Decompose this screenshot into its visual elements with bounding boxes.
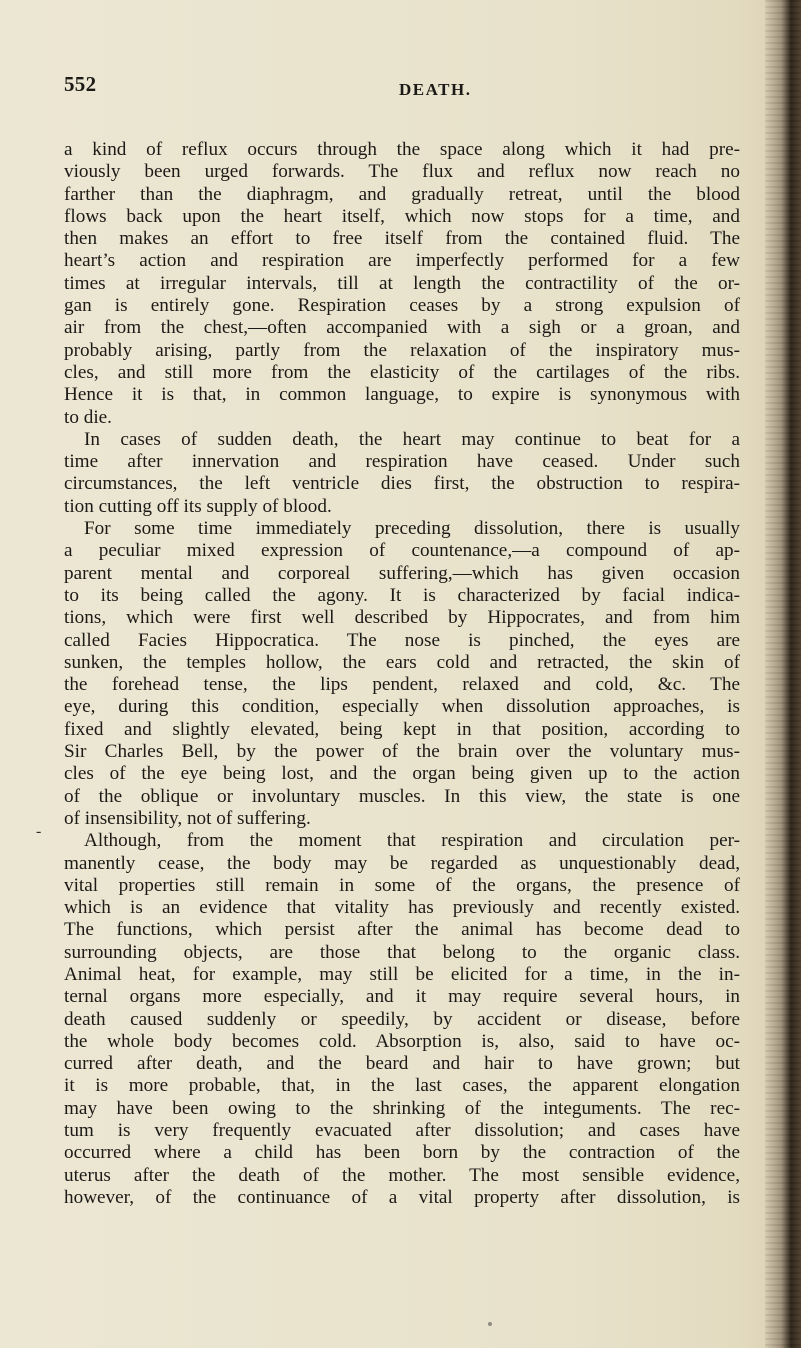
page-edge bbox=[765, 0, 801, 1348]
text-line: fixed and slightly elevated, being kept in that position, according to bbox=[64, 718, 740, 740]
text-line: For some time immediately preceding dissolution, there is usually bbox=[84, 518, 740, 540]
text-line: however, of the continuance of a vital property after dissolution, is bbox=[64, 1186, 740, 1208]
text-line: of the oblique or involuntary muscles. In this view, the state is one bbox=[64, 785, 740, 807]
text-line: Sir Charles Bell, by the power of the brain over the voluntary mus- bbox=[64, 741, 740, 763]
text-line: air from the chest,—often accompanied with a sigh or a groan, and bbox=[64, 317, 740, 339]
text-line: the forehead tense, the lips pendent, relaxed and cold, &c. The bbox=[64, 674, 740, 696]
text-line: death caused suddenly or speedily, by accident or disease, before bbox=[64, 1008, 740, 1030]
text-line: of insensibility, not of suffering. bbox=[64, 807, 311, 829]
text-line: In cases of sudden death, the heart may continue to beat for a bbox=[84, 428, 740, 450]
text-line: Hence it is that, in common language, to expire is synonymous with bbox=[64, 384, 740, 406]
text-line: uterus after the death of the mother. The most sensible evidence, bbox=[64, 1164, 740, 1186]
margin-mark: - bbox=[36, 823, 42, 840]
text-line: Animal heat, for example, may still be elicited for a time, in the in- bbox=[64, 963, 740, 985]
text-line: time after innervation and respiration have ceased. Under such bbox=[64, 451, 740, 473]
text-line: tion cutting off its supply of blood. bbox=[64, 495, 332, 517]
text-line: occurred where a child has been born by the contraction of the bbox=[64, 1142, 740, 1164]
text-line: tum is very frequently evacuated after dissolution; and cases have bbox=[64, 1120, 740, 1142]
text-line: may have been owing to the shrinking of the integuments. The rec- bbox=[64, 1097, 740, 1119]
text-line: ternal organs more especially, and it may require several hours, in bbox=[64, 986, 740, 1008]
text-line: cles of the eye being lost, and the organ being given up to the action bbox=[64, 763, 740, 785]
text-line: sunken, the temples hollow, the ears cold and retracted, the skin of bbox=[64, 651, 740, 673]
text-line: parent mental and corporeal suffering,—which has given occasion bbox=[64, 562, 740, 584]
running-title: DEATH. bbox=[399, 80, 472, 99]
text-line: probably arising, partly from the relaxation of the inspiratory mus- bbox=[64, 339, 740, 361]
text-line: gan is entirely gone. Respiration ceases by a strong expulsion of bbox=[64, 295, 740, 317]
text-line: times at irregular intervals, till at length the contractility of the or- bbox=[64, 272, 740, 294]
text-line: a kind of reflux occurs through the space along which it had pre- bbox=[64, 139, 740, 160]
text-line: which is an evidence that vitality has previously and recently existed. bbox=[64, 897, 740, 919]
body-text bbox=[64, 139, 740, 1209]
text-line: circumstances, the left ventricle dies first, the obstruction to respira- bbox=[64, 473, 740, 495]
text-line: the whole body becomes cold. Absorption is, also, said to have oc- bbox=[64, 1030, 740, 1052]
text-line: cles, and still more from the elasticity of the cartilages of the ribs. bbox=[64, 361, 740, 383]
text-line: then makes an effort to free itself from the contained fluid. The bbox=[64, 228, 740, 250]
text-line: to die. bbox=[64, 406, 112, 428]
text-line: surrounding objects, are those that belong to the organic class. bbox=[64, 941, 740, 963]
page-header bbox=[64, 72, 684, 112]
text-line: called Facies Hippocratica. The nose is pinched, the eyes are bbox=[64, 629, 740, 651]
text-line: heart’s action and respiration are imperfectly performed for a few bbox=[64, 250, 740, 272]
page-speck bbox=[488, 1322, 492, 1326]
text-line: The functions, which persist after the animal has become dead to bbox=[64, 919, 740, 941]
text-line: tions, which were first well described by Hippocrates, and from him bbox=[64, 607, 740, 629]
text-line: flows back upon the heart itself, which now stops for a time, and bbox=[64, 205, 740, 227]
text-line: to its being called the agony. It is characterized by facial indica- bbox=[64, 584, 740, 606]
text-line: manently cease, the body may be regarded as unquestionably dead, bbox=[64, 852, 740, 874]
text-line: eye, during this condition, especially when dissolution approaches, is bbox=[64, 696, 740, 718]
text-line: it is more probable, that, in the last cases, the apparent elongation bbox=[64, 1075, 740, 1097]
page-number: 552 bbox=[64, 72, 97, 96]
text-line: a peculiar mixed expression of countenance,—a compound of ap- bbox=[64, 540, 740, 562]
text-line: viously been urged forwards. The flux and reflux now reach no bbox=[64, 161, 740, 183]
text-line: farther than the diaphragm, and gradually retreat, until the blood bbox=[64, 183, 740, 205]
text-line: Although, from the moment that respiration and circulation per- bbox=[84, 830, 740, 852]
text-line: vital properties still remain in some of the organs, the presence of bbox=[64, 874, 740, 896]
text-line: curred after death, and the beard and hair to have grown; but bbox=[64, 1053, 740, 1075]
